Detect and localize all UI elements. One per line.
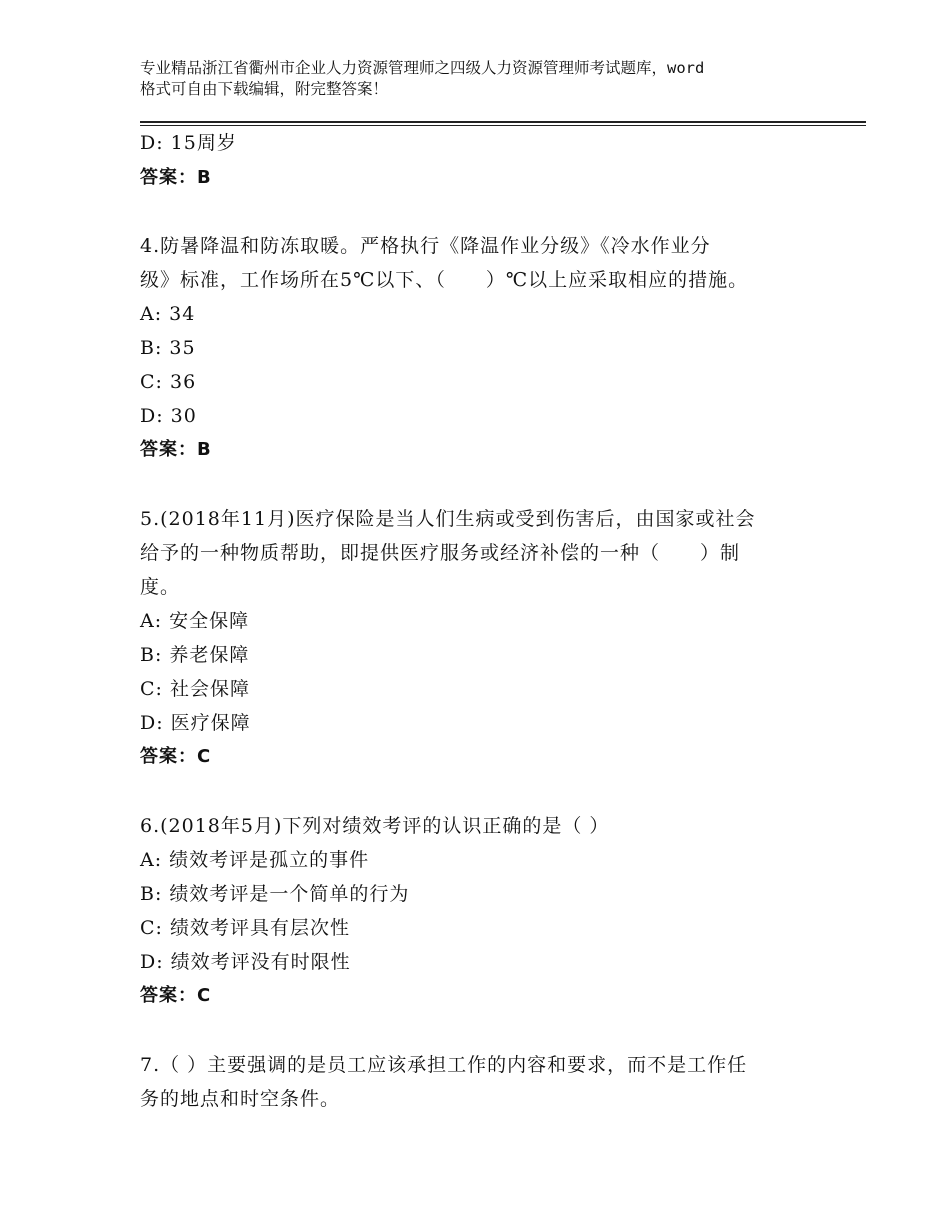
header-title-line-2: 格式可自由下载编辑，附完整答案！ — [140, 80, 389, 98]
q6-option-d: D: 绩效考评没有时限性 — [140, 951, 351, 973]
q5-stem-line-1: 5.(2018年11月)医疗保险是当人们生病或受到伤害后，由国家或社会 — [140, 508, 756, 530]
q7-stem-line-1: 7.（ ）主要强调的是员工应该承担工作的内容和要求，而不是工作任 — [140, 1054, 748, 1076]
q4-option-c: C: 36 — [140, 371, 197, 393]
header-title-line-1: 专业精品浙江省衢州市企业人力资源管理师之四级人力资源管理师考试题库，word — [140, 59, 705, 77]
q4-stem-line-2: 级》标准，工作场所在5℃以下、（ ）℃以上应采取相应的措施。 — [140, 269, 749, 291]
header-divider-thin — [140, 125, 866, 126]
q6-option-a: A: 绩效考评是孤立的事件 — [140, 849, 370, 871]
q3-option-d: D: 15周岁 — [140, 132, 237, 154]
q7-stem-line-2: 务的地点和时空条件。 — [140, 1088, 341, 1110]
document-header — [140, 58, 830, 100]
q4-option-a: A: 34 — [140, 303, 196, 325]
q4-stem-line-1: 4.防暑降温和防冻取暖。严格执行《降温作业分级》《冷水作业分 — [140, 235, 711, 257]
q6-stem-line-1: 6.(2018年5月)下列对绩效考评的认识正确的是（ ） — [140, 815, 610, 837]
q5-stem-line-2: 给予的一种物质帮助，即提供医疗服务或经济补偿的一种（ ）制 — [140, 542, 741, 564]
q5-stem-line-3: 度。 — [140, 576, 181, 598]
q4-option-b: B: 35 — [140, 337, 196, 359]
q4-option-d: D: 30 — [140, 405, 197, 427]
q6-option-b: B: 绩效考评是一个简单的行为 — [140, 883, 410, 905]
q5-option-d: D: 医疗保障 — [140, 712, 251, 734]
q4-answer: 答案：B — [140, 439, 212, 460]
header-divider-thick — [140, 121, 866, 123]
q6-answer: 答案：C — [140, 985, 212, 1006]
q5-option-a: A: 安全保障 — [140, 610, 250, 632]
q6-option-c: C: 绩效考评具有层次性 — [140, 917, 350, 939]
q3-answer: 答案：B — [140, 167, 212, 188]
q5-answer: 答案：C — [140, 746, 212, 767]
q5-option-c: C: 社会保障 — [140, 678, 250, 700]
q5-option-b: B: 养老保障 — [140, 644, 250, 666]
